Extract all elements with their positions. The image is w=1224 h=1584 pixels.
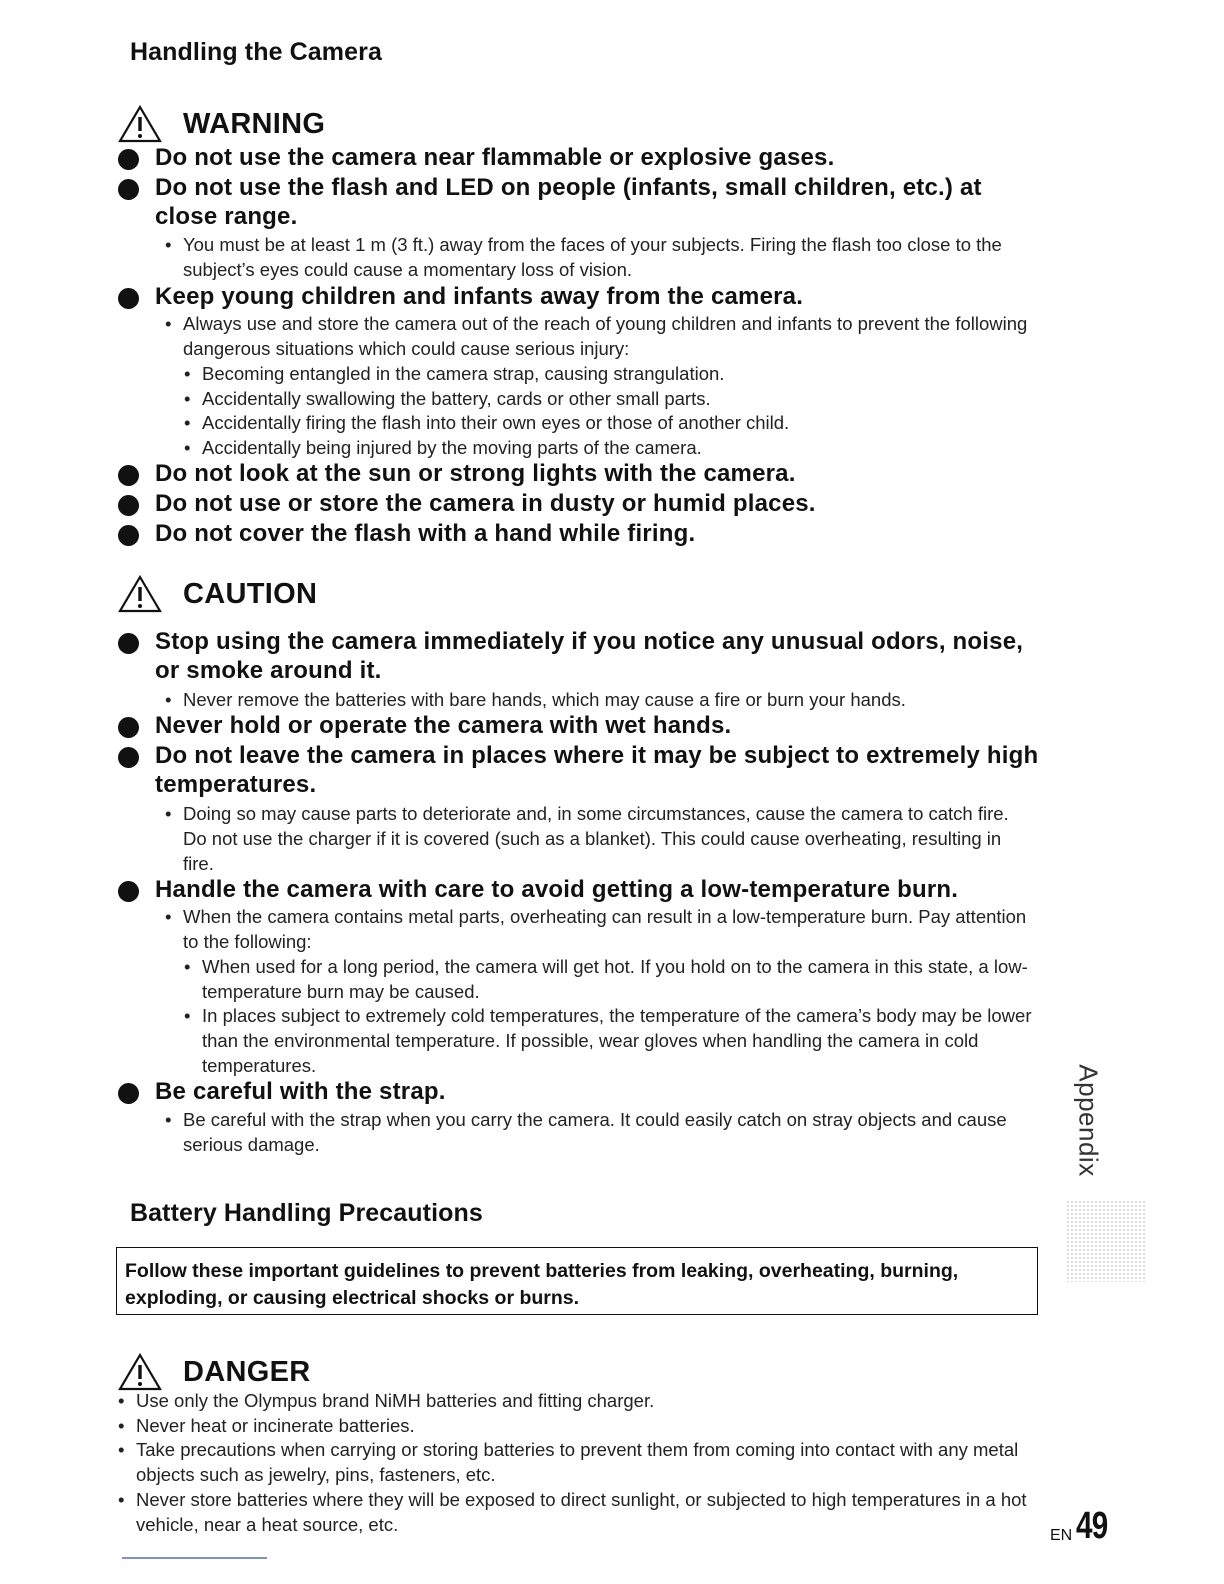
caution-item: [118, 627, 1048, 685]
caution-item: [118, 875, 1048, 904]
danger-triangle-icon: [117, 1352, 163, 1392]
caution-subitem: • Doing so may cause parts to deteriorate and, in some circumstances, cause the camera to catch fire. Do not use the charger if it is covered (such as a blanket). This could cause overheating, resulting in fire.: [165, 801, 1035, 876]
bullet-dot: [118, 525, 139, 546]
caution-subsubitem: • When used for a long period, the camera will get hot. If you hold on to the camera in this state, a low-temperature burn may be caused.: [184, 954, 1034, 1004]
warning-item-text: Keep young children and infants away from the camera.: [155, 283, 804, 310]
bullet-dot: [118, 149, 139, 170]
warning-subitem-text: Always use and store the camera out of the reach of young children and infants to prevent the following dangerous situations which could cause serious injury:: [183, 313, 1028, 359]
danger-item: • Use only the Olympus brand NiMH batteries and fitting charger.: [118, 1388, 1038, 1413]
warning-item: [118, 519, 1048, 548]
danger-item: • Never heat or incinerate batteries.: [118, 1413, 1038, 1438]
footer-rule: [122, 1557, 267, 1559]
caution-item-text: Be careful with the strap.: [155, 1078, 446, 1105]
caution-subitem-text: Be careful with the strap when you carry the camera. It could easily catch on stray objects and cause serious damage.: [183, 1109, 1007, 1155]
danger-item-text: Never heat or incinerate batteries.: [136, 1415, 415, 1436]
caution-item-text: Stop using the camera immediately if you notice any unusual odors, noise, or smoke around it.: [155, 628, 1024, 684]
danger-item-text: Use only the Olympus brand NiMH batteries and fitting charger.: [136, 1390, 655, 1411]
warning-item: [118, 173, 1048, 231]
appendix-side-tab-label: Appendix: [1073, 1063, 1104, 1177]
danger-item-text: Never store batteries where they will be exposed to direct sunlight, or subjected to high temperatures in a hot vehicle, near a heat source, etc.: [136, 1489, 1027, 1535]
warning-subitem: • Always use and store the camera out of the reach of young children and infants to prevent the following dangerous situations which could cause serious injury:: [165, 311, 1035, 361]
caution-item-text: Handle the camera with care to avoid getting a low-temperature burn.: [155, 876, 959, 903]
caution-subitem: • Never remove the batteries with bare hands, which may cause a fire or burn your hands.: [165, 687, 1035, 712]
warning-heading: [117, 104, 325, 144]
warning-subsubitem: • Accidentally being injured by the moving parts of the camera.: [184, 435, 1034, 460]
caution-subsubitem: • In places subject to extremely cold temperatures, the temperature of the camera’s body may be lower than the environmental temperature. If possible, wear gloves when handling the camera in cold temperatures.: [184, 1003, 1034, 1078]
warning-item-text: Do not look at the sun or strong lights with the camera.: [155, 460, 796, 487]
warning-subsubitem: • Accidentally swallowing the battery, cards or other small parts.: [184, 386, 1034, 411]
bullet-dot: [118, 179, 139, 200]
bullet-dot: [118, 717, 139, 738]
caution-subitem: • When the camera contains metal parts, overheating can result in a low-temperature burn. Pay attention to the following:: [165, 904, 1035, 954]
warning-item-text: Do not use or store the camera in dusty or humid places.: [155, 490, 816, 517]
warning-subsubitem: • Accidentally firing the flash into their own eyes or those of another child.: [184, 410, 1034, 435]
section-title-battery: Battery Handling Precautions: [130, 1199, 483, 1227]
caution-label: CAUTION: [183, 577, 318, 610]
caution-subitem-text: When the camera contains metal parts, overheating can result in a low-temperature burn. Pay attention to the following:: [183, 906, 1027, 952]
caution-subitem-text: Never remove the batteries with bare hands, which may cause a fire or burn your hands.: [183, 689, 906, 710]
danger-heading: [117, 1352, 310, 1392]
caution-subsubitem-text: In places subject to extremely cold temperatures, the temperature of the camera’s body may be lower than the environmental temperature. If possible, wear gloves when handling the camera in cold temperatures.: [202, 1005, 1032, 1076]
caution-subsubitem-text: When used for a long period, the camera will get hot. If you hold on to the camera in this state, a low-temperature burn may be caused.: [202, 956, 1028, 1002]
warning-item-text: Do not use the flash and LED on people (infants, small children, etc.) at close range.: [155, 174, 982, 230]
bullet-dot: [118, 288, 139, 309]
danger-label: DANGER: [183, 1355, 311, 1388]
caution-item: [118, 1077, 1048, 1106]
page-number-value: 49: [1076, 1505, 1108, 1547]
page-language-code: EN: [1050, 1527, 1073, 1544]
bullet-dot: [118, 495, 139, 516]
warning-item: [118, 143, 1048, 172]
appendix-side-tab: [1058, 1055, 1118, 1185]
warning-subitem-text: You must be at least 1 m (3 ft.) away from the faces of your subjects. Firing the flash too close to the subject’s eyes could cause a momentary loss of vision.: [183, 234, 1002, 280]
warning-triangle-icon: [117, 104, 163, 144]
battery-notice-text: Follow these important guidelines to prevent batteries from leaking, overheating, burning, exploding, or causing electrical shocks or burns.: [125, 1260, 959, 1309]
caution-subitem: • Be careful with the strap when you carry the camera. It could easily catch on stray objects and cause serious damage.: [165, 1107, 1035, 1157]
caution-item: [118, 711, 1048, 740]
bullet-dot: [118, 1083, 139, 1104]
warning-subsubitem-text: Becoming entangled in the camera strap, causing strangulation.: [202, 363, 725, 384]
warning-subsubitem-text: Accidentally being injured by the moving parts of the camera.: [202, 437, 702, 458]
warning-item-text: Do not cover the flash with a hand while firing.: [155, 520, 696, 547]
warning-subsubitem-text: Accidentally firing the flash into their own eyes or those of another child.: [202, 412, 790, 433]
bullet-dot: [118, 633, 139, 654]
caution-triangle-icon: [117, 574, 163, 614]
caution-subitem-text: Doing so may cause parts to deteriorate and, in some circumstances, cause the camera to catch fire. Do not use the charger if it is covered (such as a blanket). This could cause overheating, resulting in fire.: [183, 803, 1009, 874]
warning-item: [118, 489, 1048, 518]
warning-subsubitem: • Becoming entangled in the camera strap, causing strangulation.: [184, 361, 1034, 386]
halftone-thumb-tab: [1066, 1200, 1146, 1282]
warning-item: [118, 459, 1048, 488]
caution-item-text: Do not leave the camera in places where it may be subject to extremely high temperatures.: [155, 742, 1039, 798]
page-number: [1050, 1505, 1117, 1548]
warning-item: [118, 282, 1048, 311]
caution-item-text: Never hold or operate the camera with wet hands.: [155, 712, 732, 739]
caution-heading: [117, 574, 317, 614]
warning-subitem: • You must be at least 1 m (3 ft.) away from the faces of your subjects. Firing the flash too close to the subject’s eyes could cause a momentary loss of vision.: [165, 232, 1025, 282]
battery-notice-box: [116, 1247, 1038, 1315]
bullet-dot: [118, 881, 139, 902]
danger-item: • Never store batteries where they will be exposed to direct sunlight, or subjected to high temperatures in a hot vehicle, near a heat source, etc.: [118, 1487, 1038, 1537]
bullet-dot: [118, 465, 139, 486]
section-title-handling: Handling the Camera: [130, 38, 382, 66]
danger-item: • Take precautions when carrying or storing batteries to prevent them from coming into contact with any metal objects such as jewelry, pins, fasteners, etc.: [118, 1437, 1038, 1487]
warning-item-text: Do not use the camera near flammable or explosive gases.: [155, 144, 835, 171]
warning-subsubitem-text: Accidentally swallowing the battery, cards or other small parts.: [202, 388, 711, 409]
warning-label: WARNING: [183, 107, 326, 140]
bullet-dot: [118, 747, 139, 768]
danger-item-text: Take precautions when carrying or storing batteries to prevent them from coming into contact with any metal objects such as jewelry, pins, fasteners, etc.: [136, 1439, 1019, 1485]
caution-item: [118, 741, 1048, 799]
